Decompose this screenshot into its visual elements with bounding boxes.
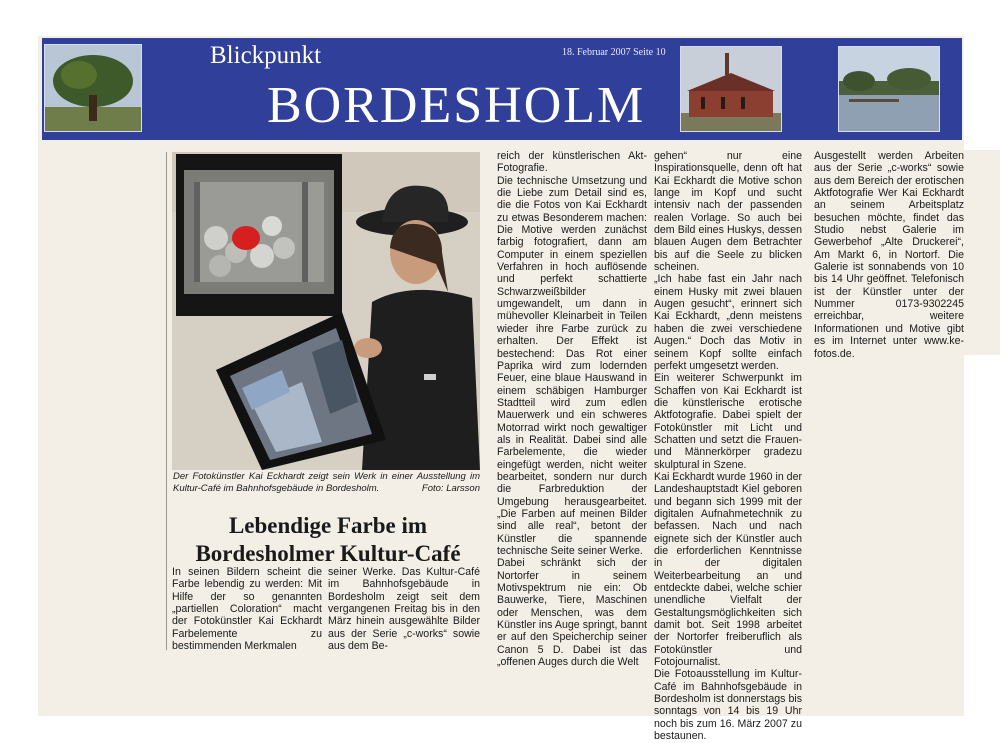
- paragraph: Kai Eckhardt wurde 1960 in der Landeshauptstadt Kiel geboren und begann sich 1999 mit der digitalen Aufnahmetechnik zu befassen. Nach und nach eignete sich der Künstler auch die erforderlichen Kenntnisse in der digitalen Weiterbearbeitung an und entdeckte dabei, welche schier unendliche Vielfalt der Gestaltungsmöglichkeiten sich damit bot. Seit 1998 arbeitet der Nortorfer freiberuflich als Fotokünstler und Fotojournalist.: [654, 470, 802, 669]
- section-label: Blickpunkt: [210, 42, 322, 69]
- paragraph: „Ich habe fast ein Jahr nach einem Husky mit zwei blauen Augen gesucht“, erinnert sich Kai Eckhardt, „denn meistens haben die zwei verschiedene Augen.“ Doch das Motiv in seinem Kopf sollte einfach perfekt umgesetzt werden.: [654, 273, 802, 372]
- paragraph: Ein weiterer Schwerpunkt im Schaffen von Kai Eckhardt ist die künstlerische erotische Aktfotografie. Dabei spielt der Fotokünstler mit Licht und Schatten und setzt die Frauen- und Männerkörper gradezu skulptural in Szene.: [654, 372, 802, 471]
- article-column-1: [172, 566, 322, 652]
- paragraph: Die technische Umsetzung und die Liebe zum Detail sind es, die die Fotos von Kai Eckhardt zu etwas Besonderem machen: Die Motive werden zunächst farbig fotografiert, dann am Computer in einem speziellen Verfahren in hoch auflösende und perfekt schattierte Schwarzweißbilder umgewandelt, um dann in mühevoller Kleinarbeit in Teilen wieder ihre Farbe zurück zu erhalten. Der Effekt ist bestechend: Das Rot einer Paprika wird zum lodernden Feuer, eine blaue Hauswand in einem schäbigen Hamburger Stadtteil wird zum edlen Mauerwerk und ein schweres Motorrad wirkt noch gewaltiger als in Realität. Dabei sind alle Farbelemente, die wieder eingefügt werden, nicht weiter bearbeitet, sondern nur durch die Farbreduktion der Umgebung herausgearbeitet. „Die Farben auf meinen Bilder sind alle real“, betont der Künstler die spannende technische Seite seiner Werke.: [497, 174, 647, 557]
- church-photo-thumbnail: [680, 46, 782, 132]
- article-column-3: [497, 150, 647, 668]
- article-column-5: [814, 150, 964, 360]
- place-title: BORDESHOLM: [267, 77, 646, 134]
- paragraph: Dabei schränkt sich der Nortorfer in seinem Motivspektrum nie ein: Ob Bauwerke, Tiere, Maschinen oder Menschen, was dem Künstler ins Auge springt, bannt er auf den Speicherchip seiner Canon 5 D. Dabei ist das „offenen Auges durch die Welt: [497, 557, 647, 669]
- lake-image: [839, 47, 939, 131]
- lake-photo-thumbnail: [838, 46, 940, 132]
- paragraph: gehen“ nur eine Inspirationsquelle, denn oft hat Kai Eckhardt die Motive schon lange im Kopf und sucht intensiv nach der passenden realen Vorlage. So auch bei dem Bild eines Huskys, dessen blauen Augen dem Betrachter bis auf die Seele zu blicken scheinen.: [654, 150, 802, 274]
- article-column-4: [654, 150, 802, 743]
- tree-photo-thumbnail: [44, 44, 142, 132]
- article-headline: Lebendige Farbe im Bordesholmer Kultur-Café: [195, 513, 461, 566]
- section-banner: [42, 38, 962, 140]
- photo-credit: Foto: Larsson: [421, 483, 480, 494]
- paragraph: Die Fotoausstellung im Kultur-Café im Bahnhofsgebäude in Bordesholm ist donnerstags bis sonntags von 14 bis 19 Uhr noch bis zum 16. März 2007 zu bestaunen.: [654, 668, 802, 743]
- paragraph: seiner Werke. Das Kultur-Café im Bahnhofsgebäude in Bordesholm zeigt seit dem vergangenen Freitag bis in den März hinein ausgewählte Bilder aus der Serie „c-works“ sowie aus dem Be-: [328, 566, 480, 653]
- artist-photo: [172, 152, 480, 470]
- tree-image: [45, 45, 141, 131]
- church-image: [681, 47, 781, 131]
- photo-caption: [173, 471, 480, 495]
- column-rule: [166, 152, 167, 650]
- article-column-2: [328, 566, 480, 652]
- dateline: 18. Februar 2007 Seite 10: [562, 47, 666, 58]
- paragraph: In seinen Bildern scheint die Farbe lebendig zu werden: Mit Hilfe der so genannten „partiellen Coloration“ macht der Fotokünstler Kai Eckhardt Farbelemente zu bestimmenden Merkmalen: [172, 566, 322, 653]
- caption-text: Der Fotokünstler Kai Eckhardt zeigt sein Werk in einer Ausstellung im Kultur-Café im Bahnhofsgebäude in Bordesholm.: [173, 471, 480, 494]
- artist-with-artwork-image: [172, 152, 480, 470]
- paragraph: Ausgestellt werden Arbeiten aus der Serie „c-works“ sowie aus dem Bereich der erotischen Aktfotografie Wer Kai Eckhardt an seinem Arbeitsplatz besuchen möchte, findet das Studio nebst Galerie im Gewerbehof „Alte Druckerei“, Am Markt 6, in Nortorf. Die Galerie ist sonnabends von 10 bis 14 Uhr geöffnet. Telefonisch ist der Künstler unter der Nummer 0173-9302245 erreichbar, weitere Informationen und Motive gibt es im Internet unter www.ke-fotos.de.: [814, 150, 964, 360]
- paragraph: reich der künstlerischen Akt-Fotografie.: [497, 150, 647, 175]
